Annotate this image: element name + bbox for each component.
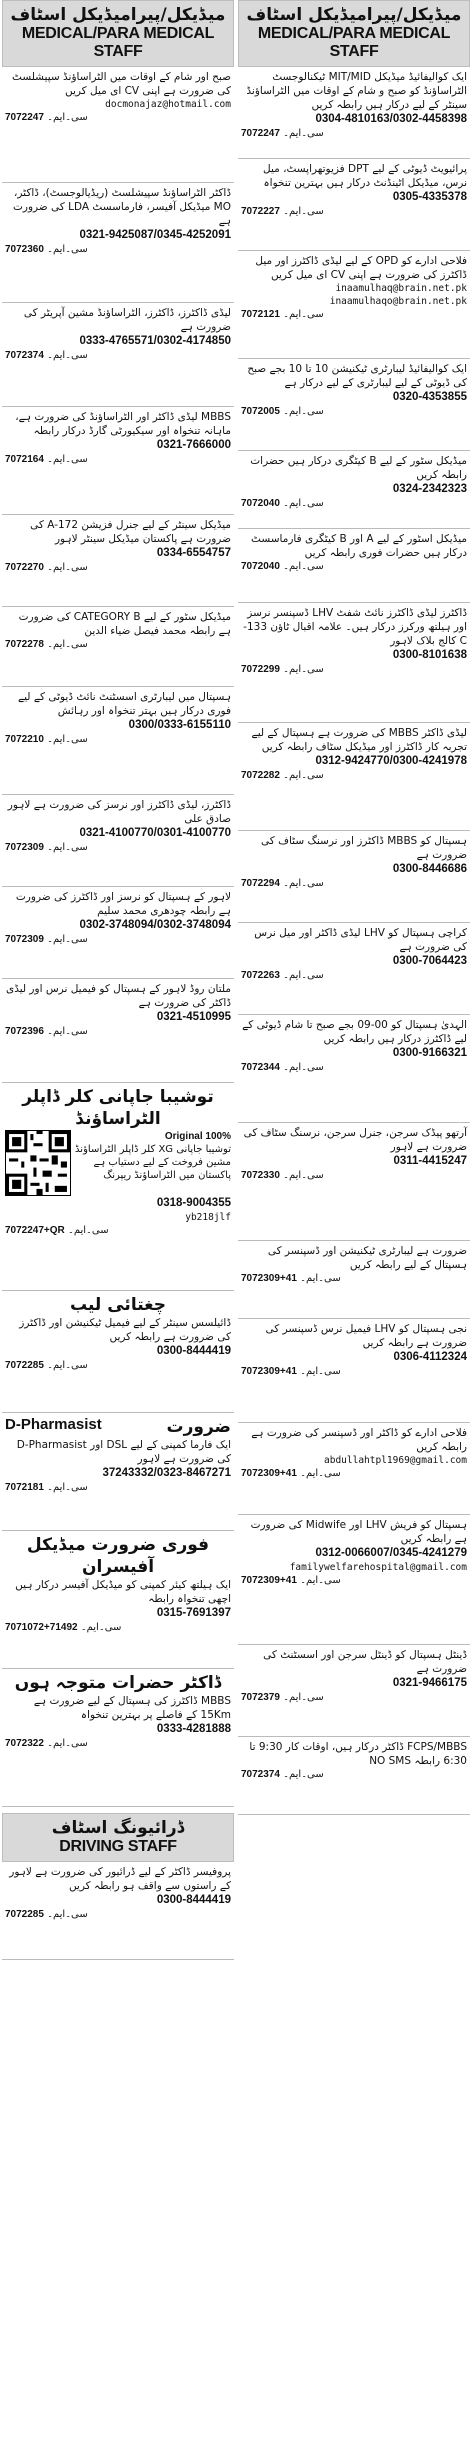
ad-body: ہسپتال کو فریش LHV اور Midwife کی ضرورت ہے رابطہ کریں xyxy=(250,1519,467,1545)
ad-body: لاہور کے ہسپتال کو نرسز اور ڈاکٹرز کی ضرورت ہے رابطہ چودھری محمد سلیم xyxy=(15,891,231,917)
ad-phone: 0334-6554757 xyxy=(156,547,231,559)
ad-right-17 xyxy=(238,1645,470,1737)
ad-body: لیڈی ڈاکٹرز، ڈاکٹرز، الٹراساؤنڈ مشین آپریٹر کی ضرورت ہے xyxy=(23,307,231,333)
ad-ref: سی۔ایم۔ 7072379 xyxy=(241,1692,324,1703)
ad-body: پرائیویٹ ڈیوٹی کے لیے DPT فزیوتھراپسٹ، میل نرس، میڈیکل اٹینڈنٹ درکار ہیں بہترین تنخواہ xyxy=(263,163,467,189)
ad-ref: سی۔ایم۔ 7072309+41 xyxy=(241,1575,341,1586)
ad-left-1 xyxy=(2,67,234,183)
ad-email[interactable]: inaamulhaq@brain.net.pk xyxy=(335,283,467,294)
driving-header-english: DRIVING STAFF xyxy=(59,1838,177,1855)
ad-ref: سی۔ایم۔ 7072181 xyxy=(5,1482,88,1493)
ad-phone: 0312-0066007/0345-4241279 xyxy=(315,1547,467,1559)
ad-right-11 xyxy=(238,1015,470,1123)
ad-ref: سی۔ایم۔ 7072005 xyxy=(241,406,324,417)
ad-ref: سی۔ایم۔ 7072040 xyxy=(241,561,324,572)
ultrasound-title: توشیبا جاپانی کلر ڈاپلر الٹراساؤنڈ xyxy=(22,1087,214,1129)
qr-code-icon[interactable] xyxy=(5,1130,71,1196)
ad-left-7 xyxy=(2,687,234,795)
lab-title: چغتائی لیب xyxy=(70,1295,166,1315)
ad-ref: سی۔ایم۔ 7072247 xyxy=(5,112,88,123)
driving-phone: 0300-8444419 xyxy=(156,1894,231,1906)
ad-left-10 xyxy=(2,979,234,1083)
ad-ref: سی۔ایم۔ 7072330 xyxy=(241,1170,324,1181)
ad-ref: سی۔ایم۔ 7072344 xyxy=(241,1062,324,1073)
ad-email[interactable]: docmonajaz@hotmail.com xyxy=(105,99,231,110)
medical-officers-body: ایک ہیلتھ کیئر کمپنی کو میڈیکل آفیسر درکار ہیں اچھی تنخواہ رابطہ xyxy=(15,1579,231,1605)
qr-code-graphic xyxy=(6,1131,70,1195)
ad-phone: 0321-4510995 xyxy=(156,1011,231,1023)
ad-ref: سی۔ایم۔ 7072285 xyxy=(5,1360,88,1371)
ad-right-9 xyxy=(238,831,470,923)
ultrasound-content xyxy=(5,1130,231,1196)
ad-phone: 0306-4112324 xyxy=(393,1351,467,1363)
pharmacist-title-en: D-Pharmasist xyxy=(5,1416,102,1433)
ad-phone: 0321-4100770/0301-4100770 xyxy=(79,827,231,839)
medical-officers-title: فوری ضرورت میڈیکل آفیسران xyxy=(26,1535,210,1577)
ad-ref: سی۔ایم۔ 7072247+QR xyxy=(5,1225,109,1236)
medical-officers-ad xyxy=(2,1531,234,1669)
ad-body: ڈاکٹرز لیڈی ڈاکٹرز نائٹ شفٹ LHV ڈسپنسر نرسز اور ہیلتھ ورکرز درکار ہیں۔ علامہ اقبال ٹاؤن 133-C کالج بلاک لاہور xyxy=(243,607,467,647)
ad-phone: 0333-4765571/0302-4174850 xyxy=(79,335,231,347)
pharmacist-body: ایک فارما کمپنی کے لیے DSL اور D-Pharmasist کی ضرورت ہے لاہور xyxy=(16,1439,231,1465)
ad-body: FCPS/MBBS ڈاکٹر درکار ہیں، اوقات کار 9:30 تا 6:30 رابطہ NO SMS xyxy=(249,1741,467,1767)
original-badge: Original 100% xyxy=(164,1131,231,1142)
ad-body: میڈیکل سٹور کے لیے CATEGORY B کی ضرورت ہے رابطہ محمد فیصل ضیاء الدین xyxy=(18,611,231,637)
ultrasound-text-block xyxy=(75,1130,231,1182)
ad-body: ڈاکٹرز، لیڈی ڈاکٹرز اور نرسز کی ضرورت ہے لاہور صادق علی xyxy=(7,799,231,825)
ad-body: الہدیٰ ہسپتال کو 00-09 بجے صبح تا شام ڈیوٹی کے لیے ڈاکٹرز درکار ہیں رابطہ کریں xyxy=(242,1019,467,1045)
ad-ref: سی۔ایم۔ 7072210 xyxy=(5,734,88,745)
ad-left-5 xyxy=(2,515,234,607)
ad-email[interactable]: familywelfarehospital@gmail.com xyxy=(289,1562,467,1573)
ad-right-3 xyxy=(238,251,470,359)
driving-ad xyxy=(2,1862,234,1960)
ad-ref: سی۔ایم۔ 7072282 xyxy=(241,770,324,781)
ad-body: ایک کوالیفائیڈ میڈیکل MIT/MID ٹیکنالوجسٹ الٹراساؤنڈ کو صبح و شام کے اوقات میں الٹراساؤنڈ سینٹر کے لیے درکار ہیں رابطہ کریں xyxy=(246,71,467,111)
ad-phone: 0304-4810163/0302-4458398 xyxy=(315,113,467,125)
ad-phone: 0300-9166321 xyxy=(392,1047,467,1059)
ad-ref: سی۔ایم۔ 7072270 xyxy=(5,562,88,573)
ad-right-7 xyxy=(238,603,470,723)
ad-phone: 0300-8101638 xyxy=(392,649,467,661)
ad-body: فلاحی ادارے کو OPD کے لیے لیڈی ڈاکٹرز اور میل ڈاکٹرز کی ضرورت ہے اپنی CV ای میل کریں xyxy=(255,255,467,281)
pharmacist-title-ur: ضرورت xyxy=(166,1417,231,1437)
ad-left-9 xyxy=(2,887,234,979)
ad-body: ڈاکٹر الٹراساؤنڈ سپیشلسٹ (ریڈیالوجسٹ)، ڈاکٹر، MO میڈیکل آفیسر، فارماسسٹ LDA کی ضرورت ہے xyxy=(12,187,231,227)
ad-phone: 0320-4353855 xyxy=(392,391,467,403)
ad-ref: سی۔ایم۔ 7072263 xyxy=(241,970,324,981)
ad-ref: سی۔ایم۔ 7072309+41 xyxy=(241,1366,341,1377)
ad-right-13 xyxy=(238,1241,470,1319)
ad-right-16 xyxy=(238,1515,470,1645)
ad-right-2 xyxy=(238,159,470,251)
ad-body: MBBS لیڈی ڈاکٹر اور الٹراساؤنڈ کی ضرورت ہے، ماہانہ تنخواہ اور سیکیورٹی گارڈ درکار رابطہ xyxy=(15,411,231,437)
ad-ref: سی۔ایم۔ 7072360 xyxy=(5,244,88,255)
medical-staff-header-right xyxy=(238,0,470,67)
ad-left-4 xyxy=(2,407,234,515)
ad-left-3 xyxy=(2,303,234,407)
ad-ref: سی۔ایم۔ 7072299 xyxy=(241,664,324,675)
ad-phone: 0312-9424770/0300-4241978 xyxy=(315,755,467,767)
ad-body: لیڈی ڈاکٹر MBBS کی ضرورت ہے ہسپتال کے لیے تجربہ کار ڈاکٹرز اور میڈیکل سٹاف رابطہ کریں xyxy=(251,727,467,753)
ultrasound-ad xyxy=(2,1083,234,1291)
ad-ref: سی۔ایم۔ 7072164 xyxy=(5,454,88,465)
ultrasound-description: توشیبا جاپانی XG کلر ڈاپلر الٹراساؤنڈ مشین فروخت کے لیے دستیاب ہے پاکستان میں الٹراساؤنڈ ریپرنگ xyxy=(75,1144,231,1181)
ad-phone: 0321-9466175 xyxy=(392,1677,467,1689)
pharmacist-title-row xyxy=(5,1416,231,1438)
ad-left-6 xyxy=(2,607,234,687)
ad-ref: سی۔ایم۔ 7072374 xyxy=(5,350,88,361)
ad-ref: سی۔ایم۔ 7072247 xyxy=(241,128,324,139)
ad-ref: سی۔ایم۔ 7072278 xyxy=(5,639,88,650)
header-urdu-title: میڈیکل/پیرامیڈیکل اسٹاف xyxy=(246,5,462,25)
ad-right-8 xyxy=(238,723,470,831)
ad-body: ہسپتال کو MBBS ڈاکٹرز اور نرسنگ سٹاف کی ضرورت ہے xyxy=(260,835,467,861)
ad-ref: سی۔ایم۔ 7072374 xyxy=(241,1769,324,1780)
ad-body: آرتھو پیڈک سرجن، جنرل سرجن، نرسنگ سٹاف کی ضرورت ہے لاہور xyxy=(243,1127,467,1153)
ad-right-12 xyxy=(238,1123,470,1241)
ad-left-8 xyxy=(2,795,234,887)
ultrasound-phone: 0318-9004355 xyxy=(156,1197,231,1209)
ad-ref: سی۔ایم۔ 7072309 xyxy=(5,842,88,853)
ad-ref: سی۔ایم۔ 7072227 xyxy=(241,206,324,217)
ad-body: میڈیکل سٹور کے لیے B کیٹگری درکار ہیں حضرات رابطہ کریں xyxy=(250,455,467,481)
ad-ref: سی۔ایم۔ 7072121 xyxy=(241,309,324,320)
ad-body: ایک کوالیفائیڈ لیبارٹری ٹیکنیشن 10 تا 10 بجے صبح کی ڈیوٹی کے لیے لیبارٹری کے لیے درکار ہے xyxy=(247,363,467,389)
ad-right-10 xyxy=(238,923,470,1015)
ad-email[interactable]: abdullahtpl1969@gmail.com xyxy=(324,1455,467,1466)
doctors-phone: 0333-4281888 xyxy=(156,1723,231,1735)
ad-phone: 0321-9425087/0345-4252091 xyxy=(79,229,231,241)
ad-ref: سی۔ایم۔ 7072294 xyxy=(241,878,324,889)
ad-body: میڈیکل سینٹر کے لیے جنرل فزیشن A-172 کی ضرورت ہے پاکستان میڈیکل سینٹر لاہور xyxy=(30,519,231,545)
driving-body: پروفیسر ڈاکٹر کے لیے ڈرائیور کی ضرورت ہے لاہور کے راستوں سے واقف ہو رابطہ کریں xyxy=(9,1866,231,1892)
ad-right-15 xyxy=(238,1423,470,1515)
ad-body: ڈینٹل ہسپتال کو ڈینٹل سرجن اور اسسٹنٹ کی ضرورت ہے xyxy=(263,1649,467,1675)
ad-phone: 0321-7666000 xyxy=(156,439,231,451)
ad-body: میڈیکل اسٹور کے لیے A اور B کیٹگری فارماسسٹ درکار ہیں حضرات فوری رابطہ کریں xyxy=(251,533,467,559)
ad-ref: سی۔ایم۔ 7072309+41 xyxy=(241,1273,341,1284)
ad-phone: 0324-2342323 xyxy=(392,483,467,495)
ad-ref: سی۔ایم۔ 7072040 xyxy=(241,498,324,509)
pharmacist-phone: 37243332/0323-8467271 xyxy=(102,1467,231,1479)
ad-ref: سی۔ایم۔ 7072322 xyxy=(5,1738,88,1749)
ad-right-5 xyxy=(238,451,470,529)
doctors-title: ڈاکٹر حضرات متوجہ ہوں xyxy=(14,1673,222,1693)
ad-ref: سی۔ایم۔ 7072285 xyxy=(5,1909,88,1920)
ad-phone: 0305-4335378 xyxy=(392,191,467,203)
ultrasound-code: yb218jlf xyxy=(185,1212,231,1223)
doctors-attention-ad xyxy=(2,1669,234,1807)
ad-body: فلاحی ادارے کو ڈاکٹر اور ڈسپنسر کی ضرورت ہے رابطہ کریں xyxy=(251,1427,467,1453)
header-english-title: MEDICAL/PARA MEDICAL STAFF xyxy=(21,25,215,60)
header-urdu-title: میڈیکل/پیرامیڈیکل اسٹاف xyxy=(10,5,226,25)
ad-body: ہسپتال میں لیبارٹری اسسٹنٹ نائٹ ڈیوٹی کے لیے فوری درکار ہیں بہتر تنخواہ اور رہائش xyxy=(17,691,231,717)
ad-body: ضرورت ہے لیبارٹری ٹیکنیشن اور ڈسپنسر کی ہسپتال کے لیے رابطہ کریں xyxy=(267,1245,467,1271)
ad-right-1 xyxy=(238,67,470,159)
ad-right-14 xyxy=(238,1319,470,1423)
ad-phone: 0300/0333-6155110 xyxy=(128,719,231,731)
ad-left-2 xyxy=(2,183,234,303)
lab-phone: 0300-8444419 xyxy=(156,1345,231,1357)
ad-right-6 xyxy=(238,529,470,603)
ad-ref: سی۔ایم۔ 7072396 xyxy=(5,1026,88,1037)
ad-phone: 0302-3748094/0302-3748094 xyxy=(79,919,231,931)
pharmacist-ad xyxy=(2,1413,234,1531)
ad-email-2[interactable]: inaamulhaqo@brain.net.pk xyxy=(329,296,467,307)
ad-body: ملتان روڈ لاہور کے ہسپتال کو فیمیل نرس اور لیڈی ڈاکٹر کی ضرورت ہے xyxy=(6,983,231,1009)
driving-staff-header xyxy=(2,1813,234,1862)
lab-body: ڈائیلسس سینٹر کے لیے فیمیل ٹیکنیشن اور ڈاکٹرز کی ضرورت ہے رابطہ کریں xyxy=(19,1317,231,1343)
ad-right-18 xyxy=(238,1737,470,1815)
header-english-title: MEDICAL/PARA MEDICAL STAFF xyxy=(257,25,451,60)
medical-officers-phone: 0315-7691397 xyxy=(156,1607,231,1619)
ad-ref: سی۔ایم۔ 7072309+41 xyxy=(241,1468,341,1479)
ad-body: کراچی ہسپتال کو LHV لیڈی ڈاکٹر اور میل نرس کی ضرورت ہے xyxy=(254,927,467,953)
ad-body: صبح اور شام کے اوقات میں الٹراساؤنڈ سپیشلسٹ کی ضرورت ہے اپنی CV ای میل کریں xyxy=(12,71,231,97)
left-column xyxy=(2,0,234,2438)
doctors-body: MBBS ڈاکٹرز کی ہسپتال کے لیے ضرورت ہے 15Km کے فاصلے پر بہترین تنخواہ xyxy=(33,1695,231,1721)
ad-ref: سی۔ایم۔ 7072309 xyxy=(5,934,88,945)
ad-body: نجی ہسپتال کو LHV فیمیل نرس ڈسپنسر کی ضرورت ہے رابطہ کریں xyxy=(265,1323,467,1349)
right-column xyxy=(238,0,470,2438)
ad-phone: 0300-7064423 xyxy=(392,955,467,967)
ad-phone: 0300-8446686 xyxy=(392,863,467,875)
ad-phone: 0311-4415247 xyxy=(393,1155,467,1167)
driving-header-urdu: ڈرائیونگ اسٹاف xyxy=(51,1818,185,1838)
chughtai-lab-ad xyxy=(2,1291,234,1413)
ad-ref: سی۔ایم۔ 7071072+71492 xyxy=(5,1622,122,1633)
medical-staff-header-left xyxy=(2,0,234,67)
ad-right-4 xyxy=(238,359,470,451)
